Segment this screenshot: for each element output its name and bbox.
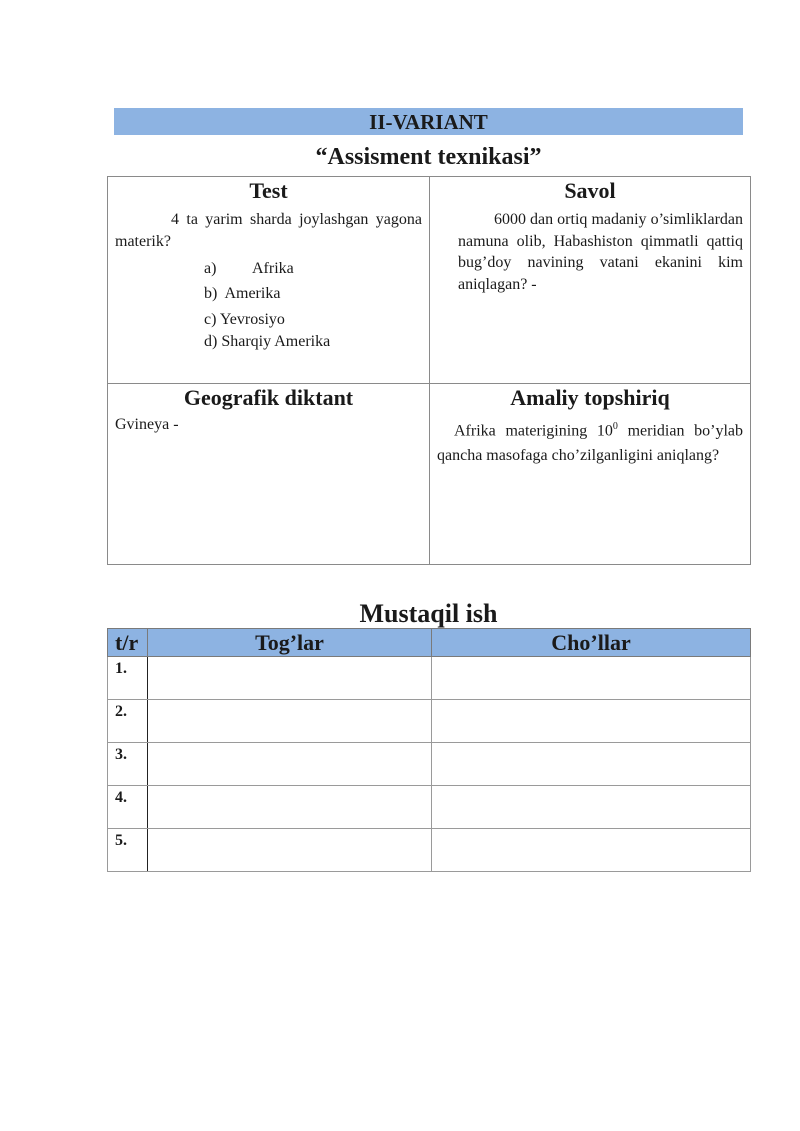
option-c: c) Yevrosiyo [204, 311, 285, 328]
mountains-cell[interactable] [148, 657, 432, 700]
table-header-row [108, 629, 751, 657]
test-options [204, 256, 429, 353]
option-b: b) Amerika [204, 285, 281, 302]
test-heading: Test [249, 178, 288, 203]
option-d: d) Sharqiy Amerika [204, 333, 331, 350]
table-row [108, 657, 751, 700]
amaliy-heading: Amaliy topshiriq [510, 385, 670, 410]
table-row [108, 743, 751, 786]
option-a: a) Afrika [204, 260, 294, 277]
independent-work-table [107, 628, 751, 872]
diktant-text: Gvineya - [115, 416, 179, 433]
row-number: 3. [108, 743, 148, 786]
page-title: “Assisment texnikasi” [315, 144, 542, 170]
amaliy-cell [430, 384, 751, 565]
table-row [108, 829, 751, 872]
independent-work-title: Mustaqil ish [359, 599, 498, 628]
row-number: 2. [108, 700, 148, 743]
test-question: 4 ta yarim sharda joylashgan yagona materik? [115, 211, 422, 250]
mountains-cell[interactable] [148, 743, 432, 786]
diktant-heading: Geografik diktant [183, 385, 354, 410]
deserts-cell[interactable] [432, 786, 751, 829]
table-row [108, 786, 751, 829]
mountains-cell[interactable] [148, 786, 432, 829]
row-number: 5. [108, 829, 148, 872]
table-row [108, 700, 751, 743]
column-header-deserts: Cho’llar [432, 629, 751, 657]
mountains-cell[interactable] [148, 829, 432, 872]
savol-text: 6000 dan ortiq madaniy o’simliklardan namuna olib, Habashiston qimmatli qattiq bug’doy navining vatani ekanini kim aniqlagan? - [458, 211, 743, 293]
row-number: 1. [108, 657, 148, 700]
diktant-cell [108, 384, 430, 565]
test-cell [108, 177, 430, 384]
column-header-number: t/r [108, 629, 148, 657]
grid-row-bottom [108, 384, 751, 565]
grid-row-top [108, 177, 751, 384]
column-header-mountains: Tog’lar [148, 629, 432, 657]
variant-banner: II-VARIANT [114, 108, 743, 135]
assessment-grid [107, 176, 751, 565]
deserts-cell[interactable] [432, 700, 751, 743]
deserts-cell[interactable] [432, 743, 751, 786]
amaliy-text: Afrika materigining $10^0$ meridian bo’ylab qancha masofaga cho’zilganligini aniqlang? [437, 421, 743, 465]
row-number: 4. [108, 786, 148, 829]
savol-heading: Savol [564, 178, 616, 203]
deserts-cell[interactable] [432, 829, 751, 872]
mountains-cell[interactable] [148, 700, 432, 743]
deserts-cell[interactable] [432, 657, 751, 700]
savol-cell [430, 177, 751, 384]
